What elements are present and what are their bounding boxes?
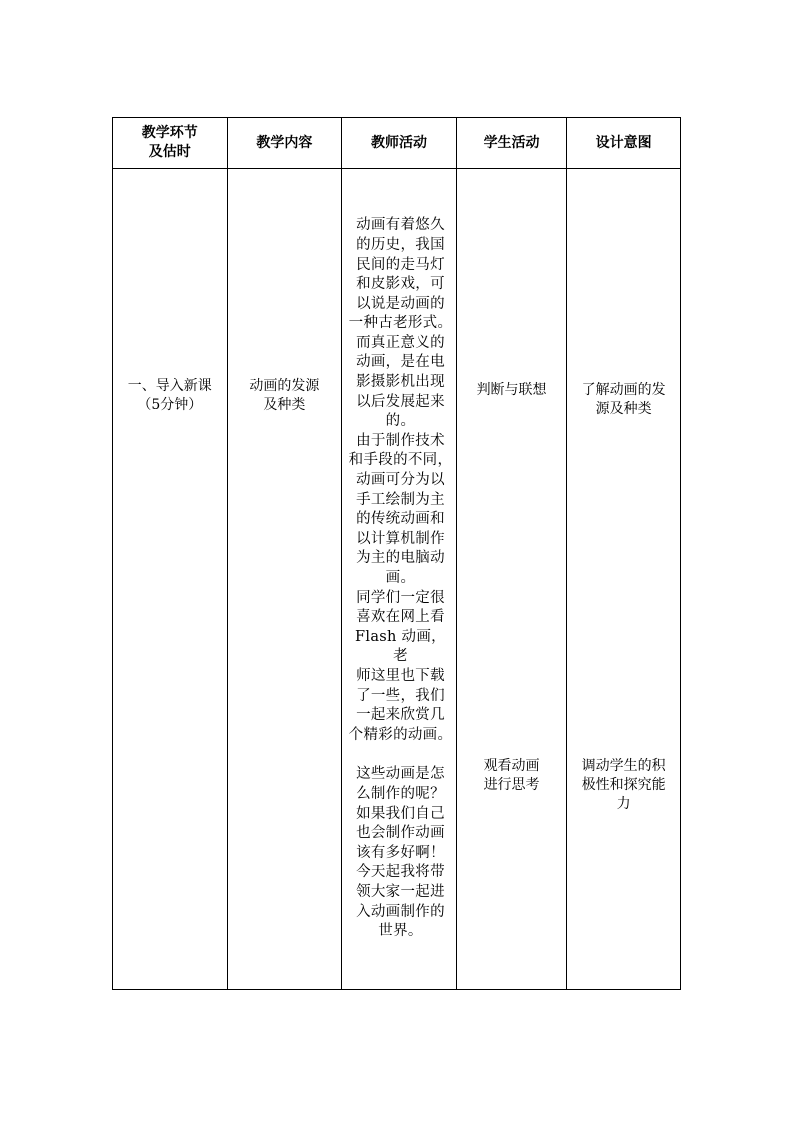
stage-cell: 一、导入新课 （5分钟） bbox=[113, 169, 228, 990]
teacher-activity-cell bbox=[342, 169, 457, 990]
student-activity-cell bbox=[456, 169, 567, 990]
header-row bbox=[113, 118, 681, 169]
paragraph-gap bbox=[348, 745, 453, 765]
design-intent-item: 调动学生的积 极性和探究能 力 bbox=[581, 758, 666, 812]
lesson-plan-table bbox=[112, 117, 681, 990]
header-design-intent: 设计意图 bbox=[567, 118, 681, 169]
teacher-paragraph: 同学们一定很 喜欢在网上看 Flash 动画，老 师这里也下载 了一些，我们 一起来欣赏几 个精彩的动画。 bbox=[348, 589, 453, 743]
content-cell: 动画的发源 及种类 bbox=[227, 169, 342, 990]
teacher-paragraph: 动画有着悠久 的历史，我国 民间的走马灯 和皮影戏，可 以说是动画的 一种古老形式。 而真正意义的 动画，是在电 影摄影机出现 以后发展起来 的。 bbox=[348, 217, 453, 430]
teacher-paragraph: 由于制作技术 和手段的不同， 动画可分为以 手工绘制为主 的传统动画和 以计算机制作 为主的电脑动 画。 bbox=[348, 432, 453, 586]
design-intent-cell bbox=[567, 169, 681, 990]
student-activity-item: 观看动画 进行思考 bbox=[483, 758, 540, 793]
student-activity-item: 判断与联想 bbox=[476, 382, 547, 398]
header-stage: 教学环节 及估时 bbox=[113, 118, 228, 169]
design-intent-item: 了解动画的发 源及种类 bbox=[581, 382, 666, 417]
header-student-activity: 学生活动 bbox=[456, 118, 567, 169]
header-teacher-activity: 教师活动 bbox=[342, 118, 457, 169]
header-content: 教学内容 bbox=[227, 118, 342, 169]
teacher-paragraph: 这些动画是怎 么制作的呢？ 如果我们自己 也会制作动画 该有多好啊！ 今天起我将带 领大家一起进 入动画制作的 世界。 bbox=[356, 766, 445, 940]
table-row bbox=[113, 169, 681, 990]
